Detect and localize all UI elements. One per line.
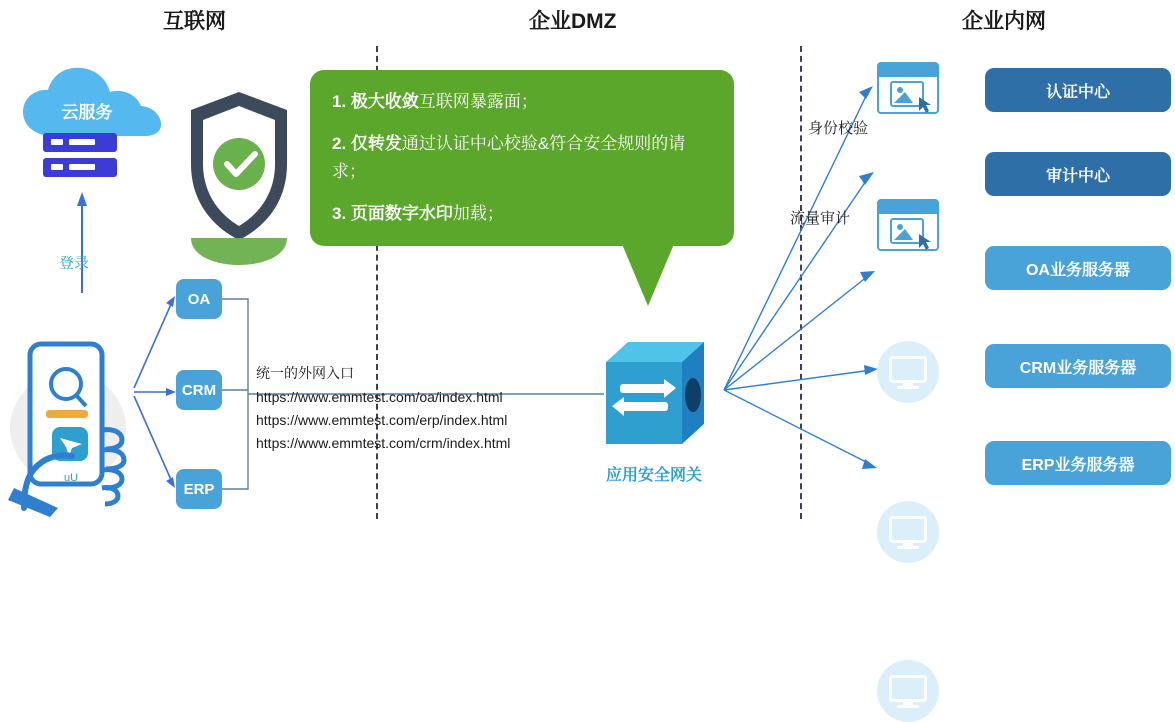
app-chip-erp[interactable]: ERP: [176, 469, 222, 509]
browser-titlebar: [879, 201, 937, 214]
server-button-oa[interactable]: OA业务服务器: [985, 246, 1171, 290]
server-button-crm[interactable]: CRM业务服务器: [985, 344, 1171, 388]
callout-item-3: [332, 200, 712, 228]
flow-label-audit: 流量审计: [790, 210, 851, 227]
server-unit-2: [43, 158, 117, 177]
callout-item-1-strong: 1. 极大收敛: [332, 92, 419, 111]
callout-item-1: [332, 88, 712, 116]
monitor-icon-oa: [877, 341, 939, 403]
server-button-auth[interactable]: 认证中心: [985, 68, 1171, 112]
callout-item-2-strong: 2. 仅转发: [332, 134, 402, 153]
callout-bubble: [310, 70, 734, 306]
monitor-icon-erp: [877, 660, 939, 722]
callout-item-3-rest: 加载；: [452, 204, 504, 223]
callout-item-2: [332, 130, 712, 186]
callout-item-1-rest: 互联网暴露面；: [418, 92, 538, 111]
server-button-erp[interactable]: ERP业务服务器: [985, 441, 1171, 485]
monitor-icon-crm: [877, 501, 939, 563]
app-chip-crm[interactable]: CRM: [176, 370, 222, 410]
app-chip-oa[interactable]: OA: [176, 279, 222, 319]
cloud-label: 云服务: [61, 103, 113, 122]
entry-url-crm: https://www.emmtest.com/crm/index.html: [256, 435, 511, 451]
callout-item-2-rest: 通过认证中心校验&符合安全规则的请求；: [332, 134, 686, 181]
callout-tail: [622, 244, 674, 306]
browser-titlebar: [879, 64, 937, 77]
callout-content: [310, 70, 734, 246]
browser-icon-auth: [877, 62, 939, 114]
entry-url-oa: https://www.emmtest.com/oa/index.html: [256, 389, 503, 405]
zone-title-intranet: 企业内网: [962, 10, 1046, 33]
phone-to-apps-arrows: [130, 270, 190, 510]
security-shield-icon: [183, 88, 295, 268]
zone-title-dmz: 企业DMZ: [529, 10, 617, 33]
entry-url-erp: https://www.emmtest.com/erp/index.html: [256, 412, 508, 428]
login-label: 登录: [59, 255, 90, 272]
browser-icon-audit: [877, 199, 939, 251]
security-gateway-icon: [604, 340, 722, 448]
server-button-audit[interactable]: 审计中心: [985, 152, 1171, 196]
phone-app-label: uU: [64, 472, 79, 484]
entry-title: 统一的外网入口: [256, 365, 354, 381]
flow-label-identity: 身份校验: [808, 120, 869, 137]
cloud-server-stack: [10, 133, 150, 187]
zone-title-internet: 互联网: [163, 10, 226, 33]
gateway-label: 应用安全网关: [606, 467, 703, 484]
server-unit-1: [43, 133, 117, 152]
login-arrow: [70, 190, 100, 295]
callout-item-3-strong: 3. 页面数字水印: [332, 204, 453, 223]
